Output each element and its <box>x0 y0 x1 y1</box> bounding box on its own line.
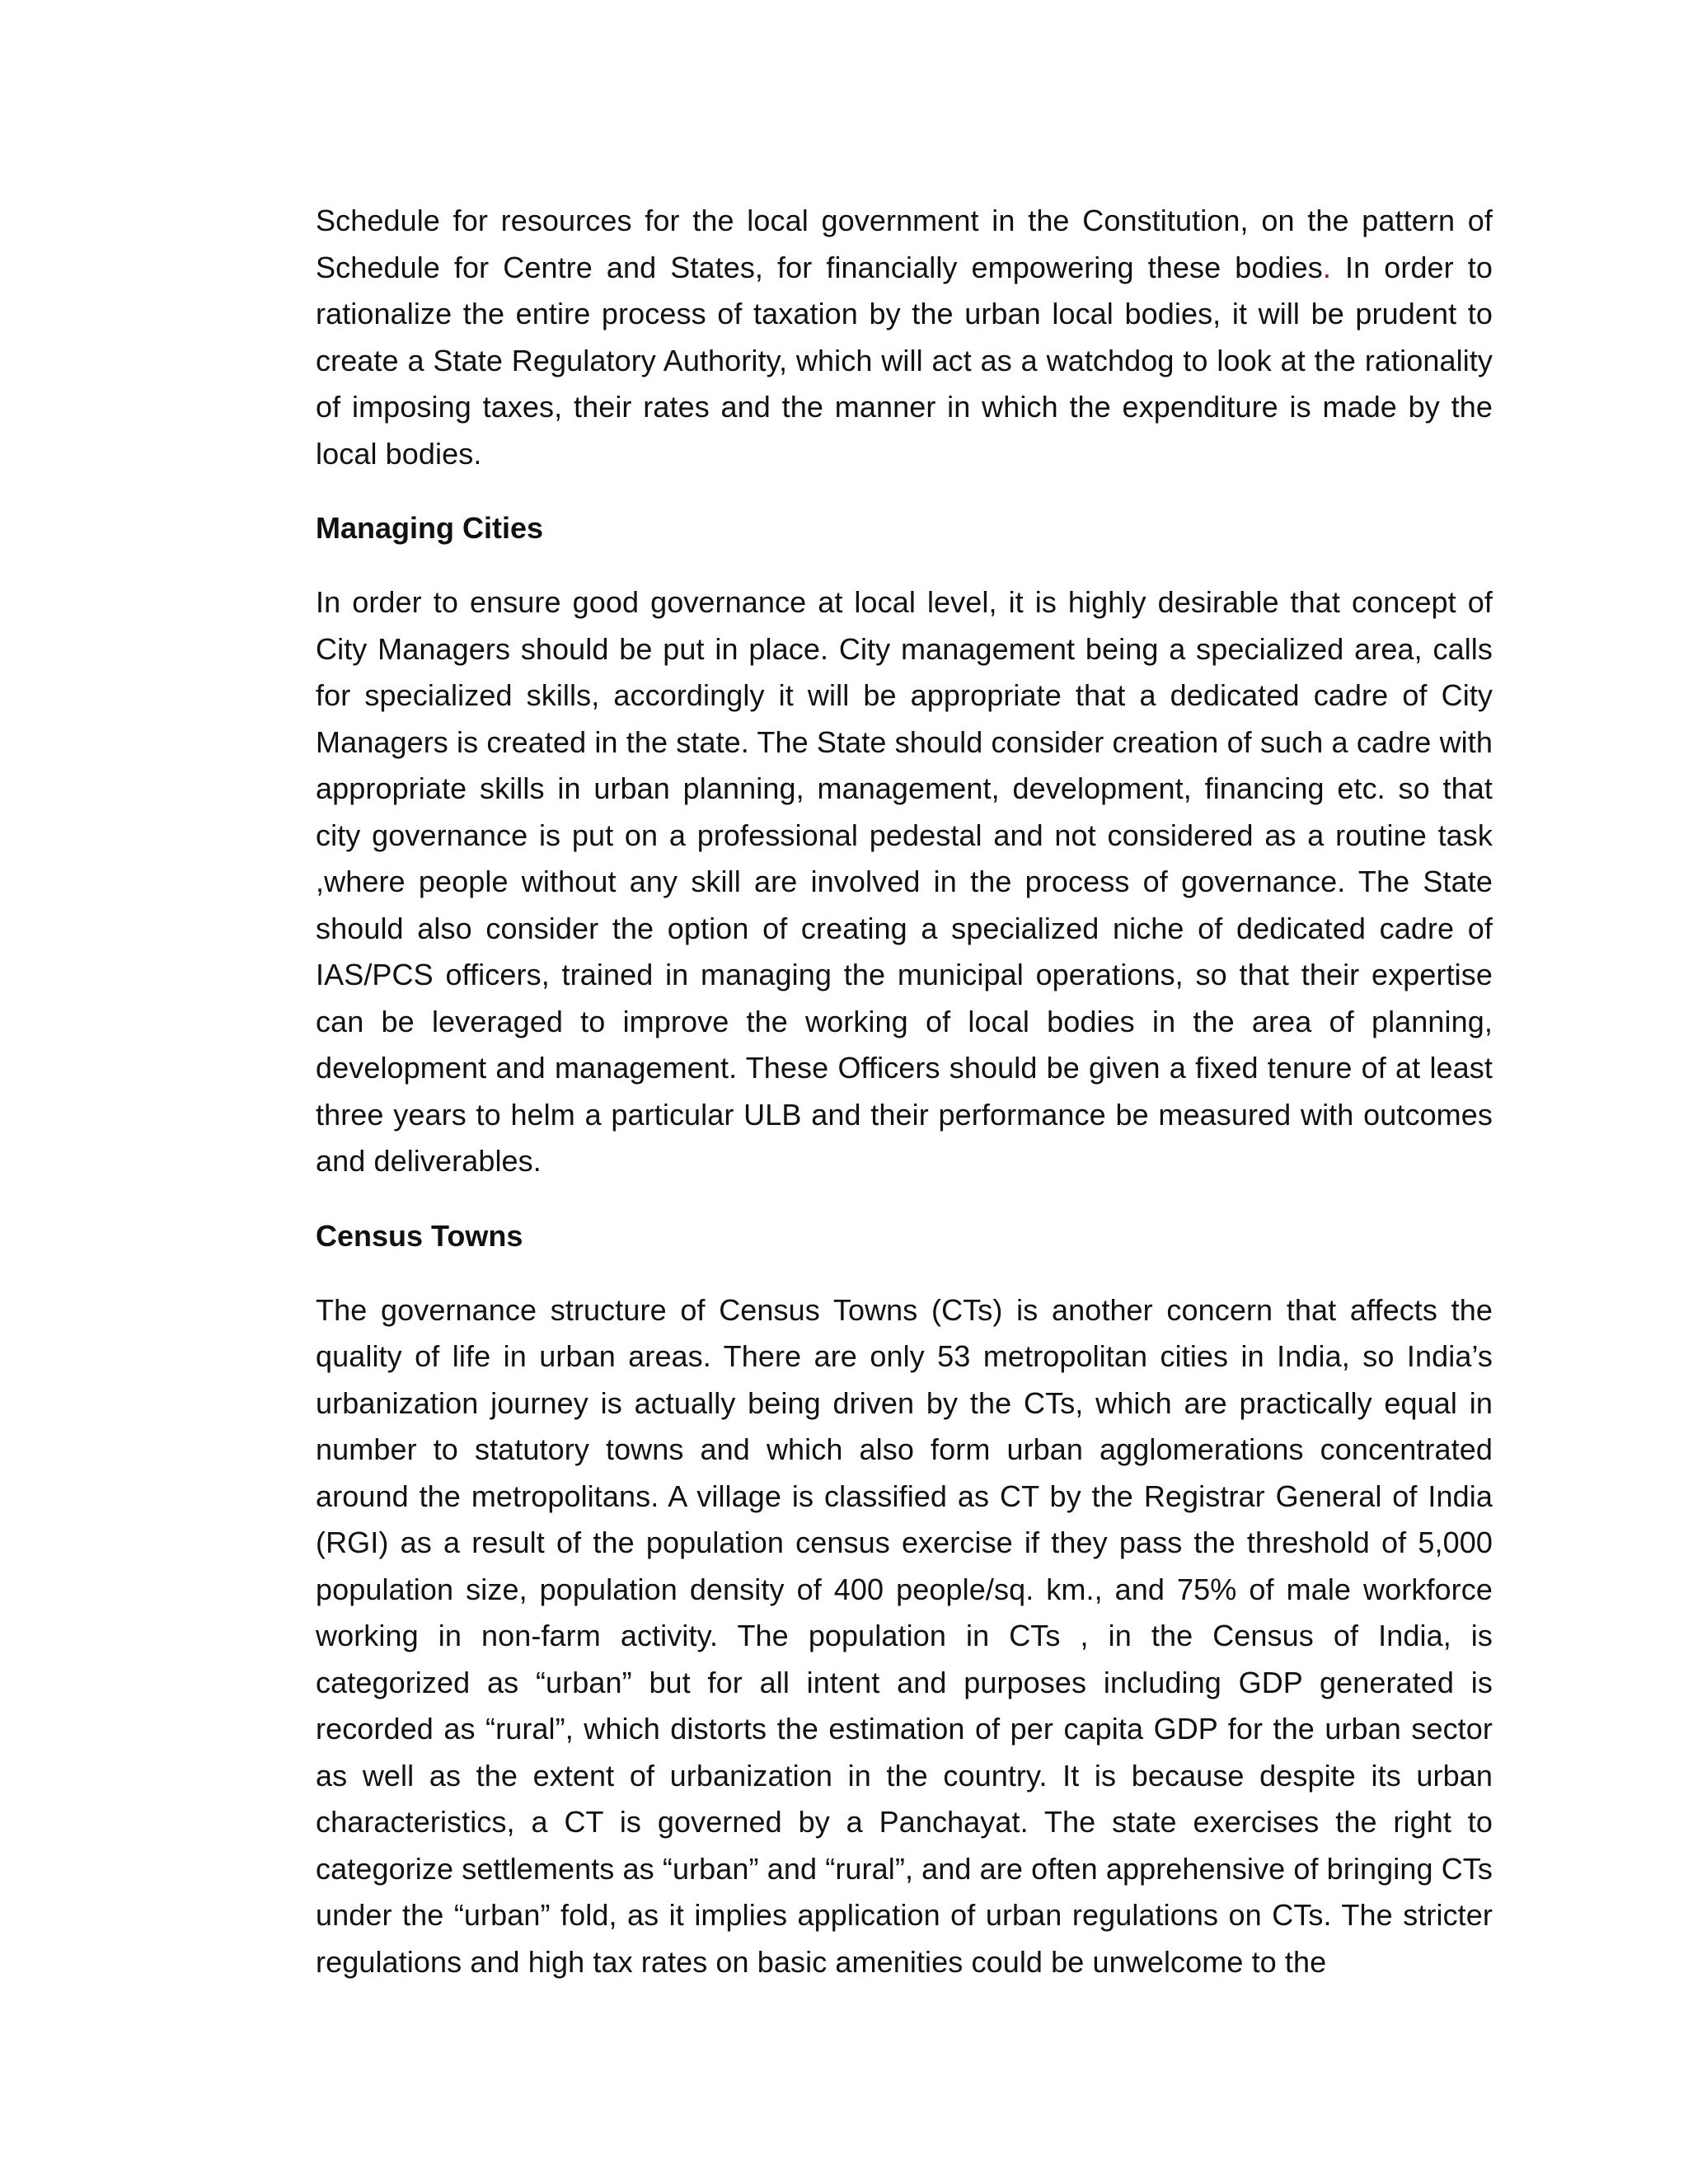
intro-paragraph-end: In order to rationalize the entire process of taxation by the urban local bodies, it will be prudent to create a State Regulatory Authority, which will act as a watchdog to look at the rationality of imposing taxes, their rates and the manner in which the expenditure is made by the local bodies. <box>316 250 1493 471</box>
intro-paragraph-start: Schedule for resources for the local government in the Constitution, on the pattern of Schedule for Centre and States, for financially empowering these bodies <box>316 204 1493 284</box>
intro-paragraph-red-dot: . <box>1322 250 1331 284</box>
heading-managing-cities: Managing Cities <box>316 511 544 545</box>
managing-cities-paragraph: In order to ensure good governance at local level, it is highly desirable that concept of City Managers should be put in place. City management being a specialized area, calls for specialized skills, accordingly it will be appropriate that a dedicated cadre of City Managers is created in the state. The State should consider creation of such a cadre with appropriate skills in urban planning, management, development, financing etc. so that city governance is put on a professional pedestal and not considered as a routine task ,where people without any skill are involved in the process of governance. The State should also consider the option of creating a specialized niche of dedicated cadre of IAS/PCS officers, trained in managing the municipal operations, so that their expertise can be leveraged to improve the working of local bodies in the area of planning, development and management. These Officers should be given a fixed tenure of at least three years to helm a particular ULB and their performance be measured with outcomes and deliverables. <box>316 585 1493 1178</box>
heading-census-towns: Census Towns <box>316 1218 523 1253</box>
census-towns-paragraph: The governance structure of Census Towns (CTs) is another concern that affects the quality of life in urban areas. There are only 53 metropolitan cities in India, so India’s urbanization journey is actually being driven by the CTs, which are practically equal in number to statutory towns and which also form urban agglomerations concentrated around the metropolitans. A village is classified as CT by the Registrar General of India (RGI) as a result of the population census exercise if they pass the threshold of 5,000 population size, population density of 400 people/sq. km., and 75% of male workforce working in non-farm activity. The population in CTs , in the Census of India, is categorized as “urban” but for all intent and purposes including GDP generated is recorded as “rural”, which distorts the estimation of per capita GDP for the urban sector as well as the extent of urbanization in the country. It is because despite its urban characteristics, a CT is governed by a Panchayat. The state exercises the right to categorize settlements as “urban” and “rural”, and are often apprehensive of bringing CTs under the “urban” fold, as it implies application of urban regulations on CTs. The stricter regulations and high tax rates on basic amenities could be unwelcome to the <box>316 1292 1493 1979</box>
document-page <box>316 198 1493 1985</box>
intro-paragraph <box>316 198 1493 477</box>
